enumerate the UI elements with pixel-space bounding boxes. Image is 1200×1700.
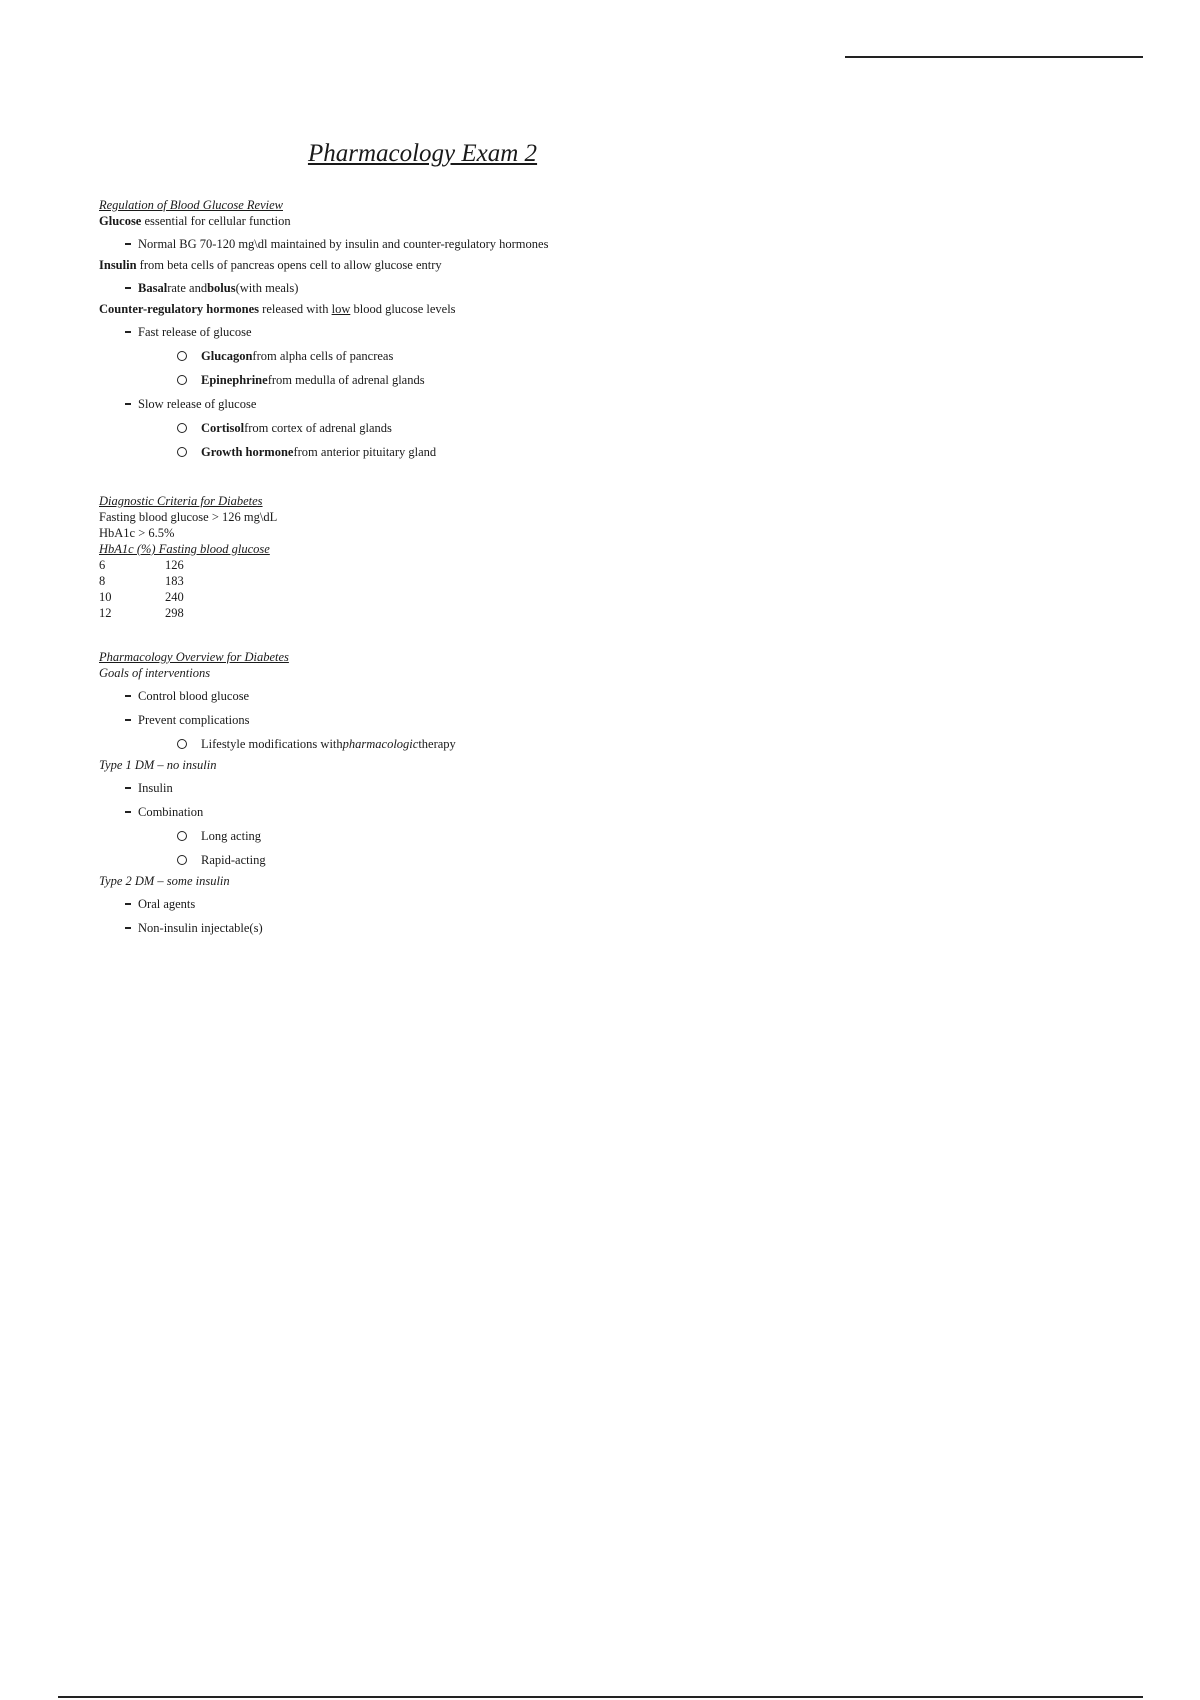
- dash-bullet-icon: [125, 243, 131, 245]
- subbullet-text: from cortex of adrenal glands: [244, 421, 392, 435]
- bullet-prevent: [125, 711, 999, 729]
- bullet-combination: [125, 803, 999, 821]
- dash-bullet-icon: [125, 719, 131, 721]
- subbullet-text: from medulla of adrenal glands: [267, 373, 425, 387]
- insulin-text: from beta cells of pancreas opens cell to allow glucose entry: [136, 258, 442, 272]
- subbullet-text: Rapid-acting: [201, 853, 266, 867]
- table-row: [99, 573, 999, 589]
- table-cell: 8: [99, 574, 106, 588]
- table-cell: 10: [99, 590, 112, 604]
- bullet-text: Slow release of glucose: [138, 397, 257, 411]
- bolus-term: bolus: [207, 281, 236, 295]
- insulin-line: [99, 257, 999, 273]
- table-header: HbA1c (%) Fasting blood glucose: [99, 542, 270, 556]
- bullet-normal-bg: [125, 235, 999, 253]
- bullet-text: Combination: [138, 805, 204, 819]
- hba1c-criterion: HbA1c > 6.5%: [99, 526, 175, 540]
- goals-subheading: Goals of interventions: [99, 666, 211, 680]
- bullet-basal: [125, 279, 999, 297]
- counter-text: blood glucose levels: [350, 302, 456, 316]
- table-row: [99, 605, 999, 621]
- type1-subheading: Type 1 DM – no insulin: [99, 758, 217, 772]
- subbullet-text: Lifestyle modifications with: [201, 737, 343, 751]
- circle-bullet-icon: [177, 375, 187, 385]
- counter-underlined: low: [331, 302, 351, 316]
- dash-bullet-icon: [125, 287, 131, 289]
- subbullet-text: from anterior pituitary gland: [293, 445, 437, 459]
- bullet-text: Normal BG 70-120 mg\dl maintained by insulin and counter-regulatory hormones: [138, 237, 549, 251]
- bullet-text: Non-insulin injectable(s): [138, 921, 263, 935]
- table-cell: 183: [165, 574, 184, 588]
- bullet-noninsulin: [125, 919, 999, 937]
- bullet-text: Fast release of glucose: [138, 325, 252, 339]
- circle-bullet-icon: [177, 855, 187, 865]
- subbullet-long-acting: [177, 827, 999, 845]
- circle-bullet-icon: [177, 739, 187, 749]
- dash-bullet-icon: [125, 811, 131, 813]
- section-heading-overview: Pharmacology Overview for Diabetes: [99, 650, 289, 664]
- fasting-criterion: Fasting blood glucose > 126 mg\dL: [99, 510, 278, 524]
- subbullet-cortisol: [177, 419, 999, 437]
- dash-bullet-icon: [125, 787, 131, 789]
- table-cell: 6: [99, 558, 106, 572]
- table-row: [99, 557, 999, 573]
- dash-bullet-icon: [125, 927, 131, 929]
- bullet-text: Prevent complications: [138, 713, 250, 727]
- bullet-text: rate and: [167, 281, 208, 295]
- bullet-insulin: [125, 779, 999, 797]
- circle-bullet-icon: [177, 351, 187, 361]
- growth-hormone-term: Growth hormone: [201, 445, 294, 459]
- table-row: [99, 589, 999, 605]
- section-heading-regulation: Regulation of Blood Glucose Review: [99, 198, 283, 212]
- subbullet-rapid-acting: [177, 851, 999, 869]
- insulin-term: Insulin: [99, 258, 137, 272]
- bullet-text: Insulin: [138, 781, 173, 795]
- bullet-slow: [125, 395, 999, 413]
- dash-bullet-icon: [125, 903, 131, 905]
- bullet-text: (with meals): [235, 281, 299, 295]
- subbullet-glucagon: [177, 347, 999, 365]
- subbullet-italic: pharmacologic: [342, 737, 419, 751]
- basal-term: Basal: [138, 281, 168, 295]
- counter-term: Counter-regulatory hormones: [99, 302, 260, 316]
- type2-subheading: Type 2 DM – some insulin: [99, 874, 230, 888]
- table-cell: 298: [165, 606, 184, 620]
- dash-bullet-icon: [125, 331, 131, 333]
- bullet-text: Oral agents: [138, 897, 196, 911]
- circle-bullet-icon: [177, 831, 187, 841]
- dash-bullet-icon: [125, 403, 131, 405]
- footer-rule: [58, 1696, 1143, 1698]
- subbullet-text: Long acting: [201, 829, 262, 843]
- subbullet-text: from alpha cells of pancreas: [252, 349, 394, 363]
- subbullet-growth-hormone: [177, 443, 999, 461]
- subbullet-epinephrine: [177, 371, 999, 389]
- glucagon-term: Glucagon: [201, 349, 253, 363]
- counter-text: released with: [259, 302, 332, 316]
- epinephrine-term: Epinephrine: [201, 373, 268, 387]
- subbullet-lifestyle: [177, 735, 999, 753]
- header-rule: [845, 56, 1143, 58]
- dash-bullet-icon: [125, 695, 131, 697]
- section-heading-diagnostic: Diagnostic Criteria for Diabetes: [99, 494, 263, 508]
- counter-line: [99, 301, 999, 317]
- table-cell: 12: [99, 606, 112, 620]
- bullet-oral: [125, 895, 999, 913]
- subbullet-text: therapy: [418, 737, 456, 751]
- cortisol-term: Cortisol: [201, 421, 245, 435]
- glucose-term: Glucose: [99, 214, 142, 228]
- document-body: [99, 197, 999, 941]
- bullet-fast: [125, 323, 999, 341]
- table-cell: 126: [165, 558, 184, 572]
- bullet-control: [125, 687, 999, 705]
- glucose-line: [99, 213, 999, 229]
- page-title: Pharmacology Exam 2: [307, 140, 538, 167]
- circle-bullet-icon: [177, 423, 187, 433]
- circle-bullet-icon: [177, 447, 187, 457]
- glucose-text: essential for cellular function: [141, 214, 291, 228]
- table-cell: 240: [165, 590, 184, 604]
- bullet-text: Control blood glucose: [138, 689, 250, 703]
